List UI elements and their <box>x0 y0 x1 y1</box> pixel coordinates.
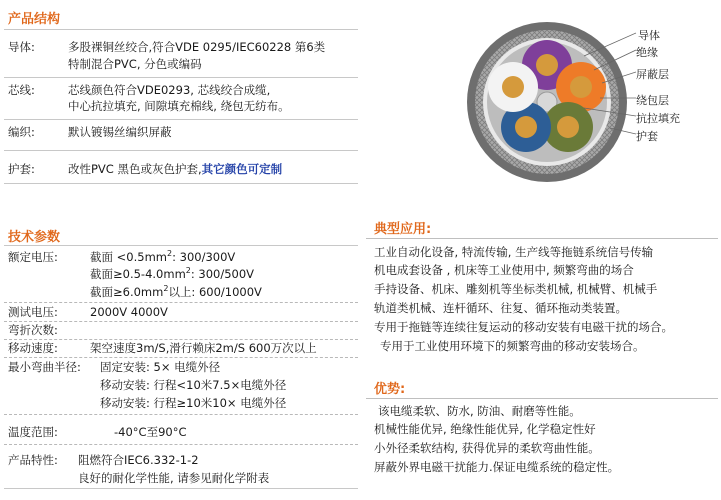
divider <box>4 77 358 78</box>
advantage-line: 该电缆柔软、防水, 防油、耐磨等性能。 <box>378 404 581 418</box>
structure-header: 产品结构 <box>8 12 61 27</box>
sheath-custom-color: 其它颜色可定制 <box>201 162 283 176</box>
advantage-line: 小外径柔软结构, 获得优异的柔软弯曲性能。 <box>374 441 600 455</box>
braid-label: 编织: <box>8 125 35 139</box>
test-voltage-label: 测试电压: <box>8 305 58 319</box>
rv2-sup: 2 <box>185 266 191 276</box>
application-line: 专用于拖链等连续往复运动的移动安装有电磁干扰的场合。 <box>374 320 673 334</box>
conductor-line1: 多股裸铜丝绞合,符合VDE 0295/IEC60228 第6类 <box>68 40 326 54</box>
property-line-2: 良好的耐化学性能, 请参见耐化学附表 <box>78 471 270 485</box>
property-line-1: 阻燃符合IEC6.332-1-2 <box>78 453 199 467</box>
callout-conductor: 导体 <box>638 29 660 42</box>
bend-radius-moving-2: 移动安装: 行程≥10米10× 电缆外径 <box>100 396 287 410</box>
divider <box>4 357 358 358</box>
application-line: 工业自动化设备, 特流传输, 生产线等拖链系统信号传输 <box>374 245 654 259</box>
core-line2: 中心抗拉填充, 间隙填充棉线, 绕包无纺布。 <box>68 99 290 113</box>
application-line: 专用于工业使用环境下的频繁弯曲的移动安装场合。 <box>380 339 645 353</box>
temp-label: 温度范围: <box>8 425 58 439</box>
rated-voltage-label: 额定电压: <box>8 250 58 264</box>
application-line: 轨道类机械、连杆循环、往复、循环拖动类装置。 <box>374 301 627 315</box>
sheath-text <box>68 161 282 177</box>
rated-voltage-row-2 <box>90 266 254 282</box>
core-white <box>488 62 538 112</box>
conductor-label: 导体: <box>8 40 35 54</box>
advantage-line: 机械性能优异, 绝缘性能优异, 化学稳定性好 <box>374 422 596 436</box>
test-voltage-value: 2000V 4000V <box>90 305 168 319</box>
rv1-text: 截面 <0.5mm <box>90 250 167 264</box>
property-label: 产品特性: <box>8 453 58 467</box>
sheath-label: 护套: <box>8 162 35 176</box>
divider <box>4 245 358 246</box>
sheath-value: 改性PVC 黑色或灰色护套, <box>68 162 202 176</box>
braid-text: 默认镀锡丝编织屏蔽 <box>68 125 172 139</box>
rv3-sup: 2 <box>163 284 169 294</box>
application-line: 机电成套设备 , 机床等工业使用中, 频繁弯曲的场合 <box>374 263 634 277</box>
temp-value: -40°C至90°C <box>114 425 187 439</box>
callout-shield: 屏蔽层 <box>636 68 669 81</box>
conductor-line2: 特制混合PVC, 分色或编码 <box>68 57 202 71</box>
rv3-value: 以上: 600/1000V <box>168 285 262 299</box>
rv3-text: 截面≥6.0mm <box>90 285 164 299</box>
rv2-value: : 300/500V <box>190 267 255 281</box>
divider <box>4 29 358 30</box>
bend-radius-label: 最小弯曲半径: <box>8 360 81 374</box>
divider <box>366 238 718 239</box>
bend-radius-fixed: 固定安装: 5× 电缆外径 <box>100 360 221 374</box>
speed-label: 移动速度: <box>8 341 58 355</box>
divider <box>4 414 358 415</box>
divider <box>4 444 358 445</box>
callout-wrap: 绕包层 <box>636 94 669 107</box>
tech-header: 技术参数 <box>8 230 61 245</box>
rv1-sup: 2 <box>167 249 173 259</box>
callout-sheath: 护套 <box>636 130 658 143</box>
callout-lines <box>580 28 642 158</box>
application-line: 手持设备、机床、雕刻机等坐标类机械, 机械臂、机械手 <box>374 282 658 296</box>
rv2-text: 截面≥0.5-4.0mm <box>90 267 186 281</box>
core-line1: 芯线颜色符合VDE0293, 芯线绞合成缆, <box>68 83 271 97</box>
callout-insulation: 绝缘 <box>636 46 658 59</box>
rated-voltage-row-3 <box>90 284 262 300</box>
advantages-header: 优势: <box>374 382 406 397</box>
rated-voltage-row-1 <box>90 249 235 265</box>
divider <box>4 150 358 151</box>
speed-value: 架空速度3m/S,滑行赖床2m/S 600万次以上 <box>90 341 317 355</box>
divider <box>4 119 358 120</box>
divider <box>4 302 358 303</box>
applications-header: 典型应用: <box>374 222 432 237</box>
divider <box>4 488 358 489</box>
advantage-line: 屏蔽外界电磁干扰能力.保证电缆系统的稳定性。 <box>374 460 620 474</box>
bend-radius-moving-1: 移动安装: 行程<10米7.5×电缆外径 <box>100 378 287 392</box>
bend-count-label: 弯折次数: <box>8 323 58 337</box>
divider <box>366 398 718 399</box>
callout-filler: 抗拉填充 <box>636 112 680 125</box>
rv1-value: : 300/300V <box>172 250 236 264</box>
core-label: 芯线: <box>8 83 35 97</box>
divider <box>4 183 358 184</box>
